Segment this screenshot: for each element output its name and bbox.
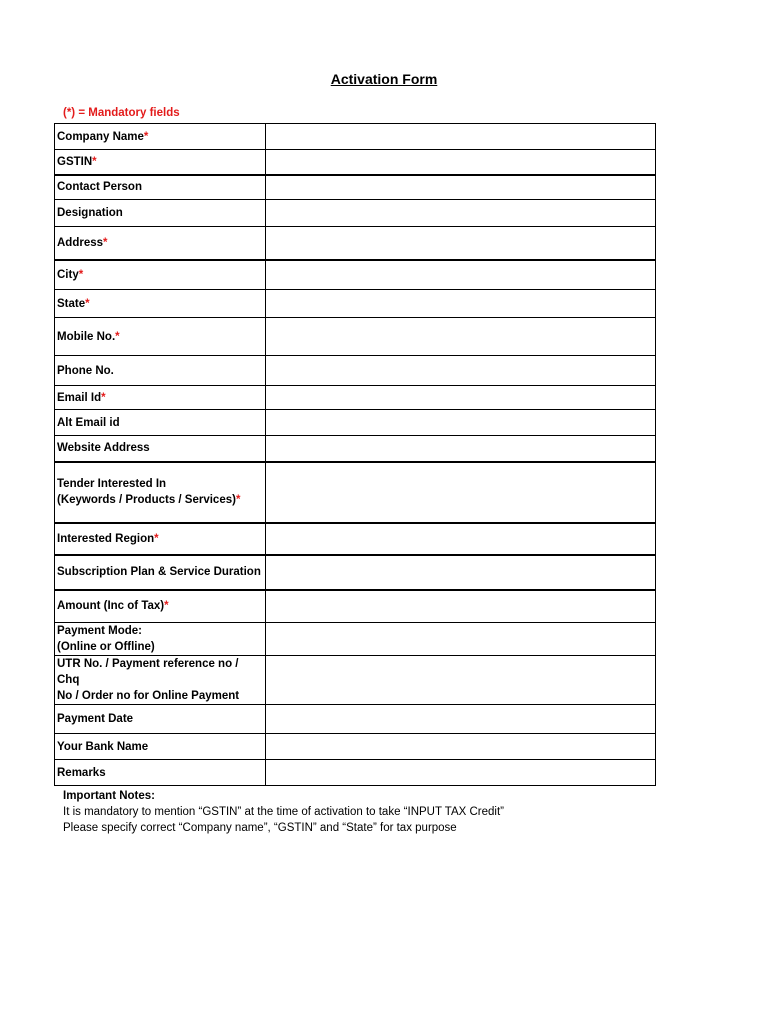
field-value-cell[interactable]: [266, 436, 656, 462]
field-label: [55, 386, 266, 410]
form-row: [55, 555, 656, 590]
field-value-cell[interactable]: [266, 150, 656, 175]
field-label-text: Payment Mode:: [57, 625, 142, 637]
field-label: [55, 410, 266, 436]
field-label-text: Tender Interested In: [57, 478, 167, 490]
required-marker: *: [92, 155, 97, 168]
field-label: [55, 705, 266, 734]
field-label: [55, 523, 266, 555]
form-row: [55, 175, 656, 200]
form-row: [55, 290, 656, 318]
form-row: [55, 462, 656, 523]
form-row: [55, 150, 656, 175]
field-label-text: (Keywords / Products / Services): [57, 494, 236, 506]
form-row: [55, 623, 656, 656]
form-row: [55, 410, 656, 436]
field-label-text: City: [57, 268, 79, 281]
form-row: [55, 734, 656, 760]
field-label: [55, 200, 266, 227]
field-value-cell[interactable]: [266, 734, 656, 760]
field-value-cell[interactable]: [266, 705, 656, 734]
field-label-text: State: [57, 297, 86, 310]
field-label-text: Amount (Inc of Tax): [57, 600, 165, 613]
field-label: [55, 290, 266, 318]
notes-heading: Important Notes:: [63, 790, 155, 802]
field-label-text: UTR No. / Payment reference no / Chq: [57, 658, 239, 686]
field-label-text: Subscription Plan & Service Duration: [57, 566, 261, 578]
field-label: [55, 656, 266, 705]
field-value-cell[interactable]: [266, 462, 656, 523]
field-label-text: Your Bank Name: [57, 740, 149, 753]
form-row: [55, 590, 656, 623]
form-row: [55, 436, 656, 462]
field-label: [55, 436, 266, 462]
form-row: [55, 227, 656, 260]
required-marker: *: [85, 297, 90, 310]
field-label: [55, 590, 266, 623]
field-label: [55, 462, 266, 523]
field-label: [55, 150, 266, 175]
field-label-text: Alt Email id: [57, 416, 120, 429]
field-value-cell[interactable]: [266, 175, 656, 200]
form-row: [55, 200, 656, 227]
field-label: [55, 734, 266, 760]
form-row: [55, 124, 656, 150]
form-row: [55, 705, 656, 734]
field-label-text: Contact Person: [57, 181, 142, 194]
field-label: [55, 760, 266, 786]
field-value-cell[interactable]: [266, 760, 656, 786]
field-value-cell[interactable]: [266, 227, 656, 260]
required-marker: *: [143, 130, 149, 143]
field-label-text: Designation: [57, 207, 123, 219]
required-marker: *: [235, 494, 241, 506]
required-marker: *: [154, 532, 159, 545]
field-value-cell[interactable]: [266, 590, 656, 623]
field-label-text: (Online or Offline): [57, 641, 155, 653]
field-value-cell[interactable]: [266, 555, 656, 590]
required-marker: *: [101, 391, 106, 404]
field-value-cell[interactable]: [266, 386, 656, 410]
field-value-cell[interactable]: [266, 356, 656, 386]
required-marker: *: [78, 268, 84, 281]
field-label: [55, 175, 266, 200]
field-label-text: Phone No.: [57, 364, 114, 377]
field-value-cell[interactable]: [266, 124, 656, 150]
form-row: [55, 260, 656, 290]
field-label-text: Address: [57, 236, 104, 249]
field-label: [55, 318, 266, 356]
field-value-cell[interactable]: [266, 290, 656, 318]
form-row: [55, 656, 656, 705]
mandatory-fields-note: (*) = Mandatory fields: [63, 107, 180, 119]
field-label-text: Interested Region: [57, 532, 155, 545]
note-line: It is mandatory to mention “GSTIN” at the time of activation to take “INPUT TAX Credit”: [63, 806, 504, 818]
field-label-text: Email Id: [57, 391, 102, 404]
form-row: [55, 386, 656, 410]
field-label: [55, 623, 266, 656]
field-label-text: GSTIN: [57, 155, 93, 168]
activation-form-table: [54, 123, 656, 786]
field-value-cell[interactable]: [266, 318, 656, 356]
field-label-text: Payment Date: [57, 713, 134, 725]
required-marker: *: [115, 330, 120, 343]
form-title: Activation Form: [330, 71, 438, 87]
field-value-cell[interactable]: [266, 410, 656, 436]
field-label: [55, 356, 266, 386]
field-value-cell[interactable]: [266, 623, 656, 656]
form-row: [55, 760, 656, 786]
field-value-cell[interactable]: [266, 523, 656, 555]
important-notes: [63, 788, 504, 836]
form-row: [55, 356, 656, 386]
field-label: [55, 124, 266, 150]
field-label-text: Website Address: [57, 442, 150, 455]
form-row: [55, 523, 656, 555]
form-row: [55, 318, 656, 356]
field-label: [55, 260, 266, 290]
field-label-text: Remarks: [57, 766, 106, 779]
field-value-cell[interactable]: [266, 656, 656, 705]
field-label: [55, 227, 266, 260]
required-marker: *: [164, 600, 169, 613]
field-label: [55, 555, 266, 590]
field-label-text: Company Name: [57, 130, 144, 143]
field-label-text: Mobile No.: [57, 330, 116, 343]
field-value-cell[interactable]: [266, 260, 656, 290]
field-value-cell[interactable]: [266, 200, 656, 227]
note-line: Please specify correct “Company name”, “GSTIN” and “State” for tax purpose: [63, 822, 457, 834]
required-marker: *: [103, 236, 108, 249]
field-label-text: No / Order no for Online Payment: [57, 690, 240, 702]
